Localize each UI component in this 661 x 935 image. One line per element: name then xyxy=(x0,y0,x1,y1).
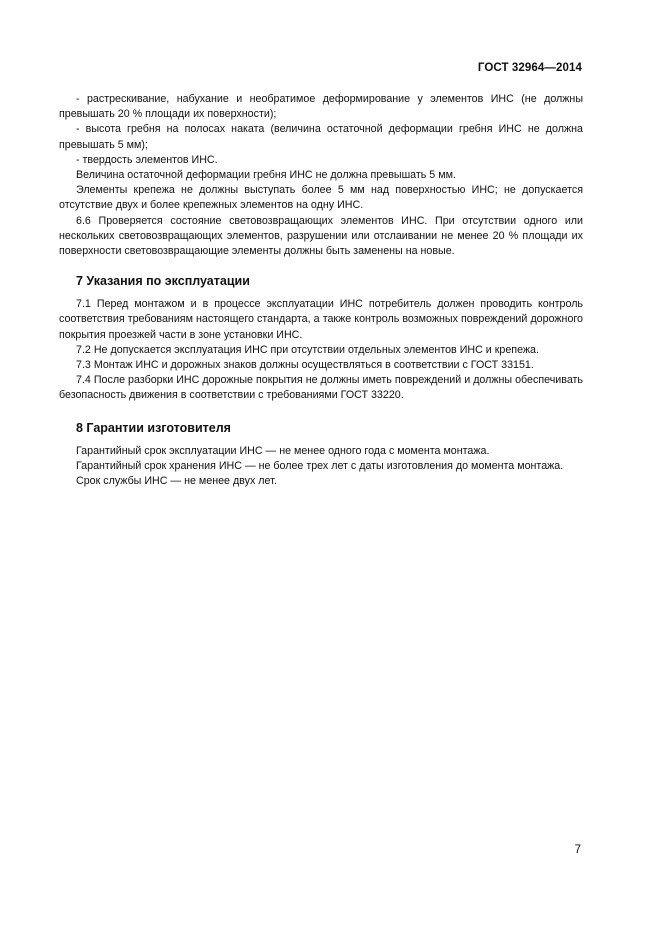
list-item-ridge-height: - высота гребня на полосах наката (величина остаточной деформации гребня ИНС не должна превышать 5 мм); xyxy=(59,123,583,151)
paragraph-7-1: 7.1 Перед монтажом и в процессе эксплуатации ИНС потребитель должен проводить контроль соответствия требованиям настоящего стандарта, а также контроль возможных повреждений дорожного покрытия проезжей части в зоне установки ИНС. xyxy=(59,298,583,341)
paragraph-7-3: 7.3 Монтаж ИНС и дорожных знаков должны осуществляться в соответствии с ГОСТ 33151. xyxy=(76,359,534,372)
section-8-heading: 8 Гарантии изготовителя xyxy=(76,420,231,435)
paragraph-warranty-operation: Гарантийный срок эксплуатации ИНС — не менее одного года с момента монтажа. xyxy=(76,444,490,457)
paragraph-6-6: 6.6 Проверяется состояние световозвращающих элементов ИНС. При отсутствии одного или нескольких световозвращающих элементов, разрушении или отслаивании не менее 20 % площади их поверхности световозвращающие элементы должны быть заменены на новые. xyxy=(59,214,583,258)
paragraph-warranty-storage: Гарантийный срок хранения ИНС — не более трех лет с даты изготовления до момента монтажа. xyxy=(76,459,564,472)
page-number: 7 xyxy=(574,844,581,856)
page-body xyxy=(59,92,583,489)
paragraph-service-life: Срок службы ИНС — не менее двух лет. xyxy=(76,475,277,488)
list-item-cracking: - растрескивание, набухание и необратимое деформирование у элементов ИНС (не должны превышать 20 % площади их поверхности); xyxy=(59,93,583,121)
list-item-hardness: - твердость элементов ИНС. xyxy=(76,153,218,166)
paragraph-7-4: 7.4 После разборки ИНС дорожные покрытия не должны иметь повреждений и должны обеспечивать безопасность движения в соответствии с требованиями ГОСТ 33220. xyxy=(59,374,583,402)
section-7-heading: 7 Указания по эксплуатации xyxy=(76,274,250,289)
document-code: ГОСТ 32964—2014 xyxy=(477,62,582,74)
paragraph-residual-deformation: Величина остаточной деформации гребня ИНС не должна превышать 5 мм. xyxy=(76,169,456,182)
paragraph-fasteners: Элементы крепежа не должны выступать более 5 мм над поверхностью ИНС; не допускается отсутствие двух и более крепежных элементов на одну ИНС. xyxy=(59,184,583,212)
paragraph-7-2: 7.2 Не допускается эксплуатация ИНС при отсутствии отдельных элементов ИНС и крепежа. xyxy=(76,343,539,356)
